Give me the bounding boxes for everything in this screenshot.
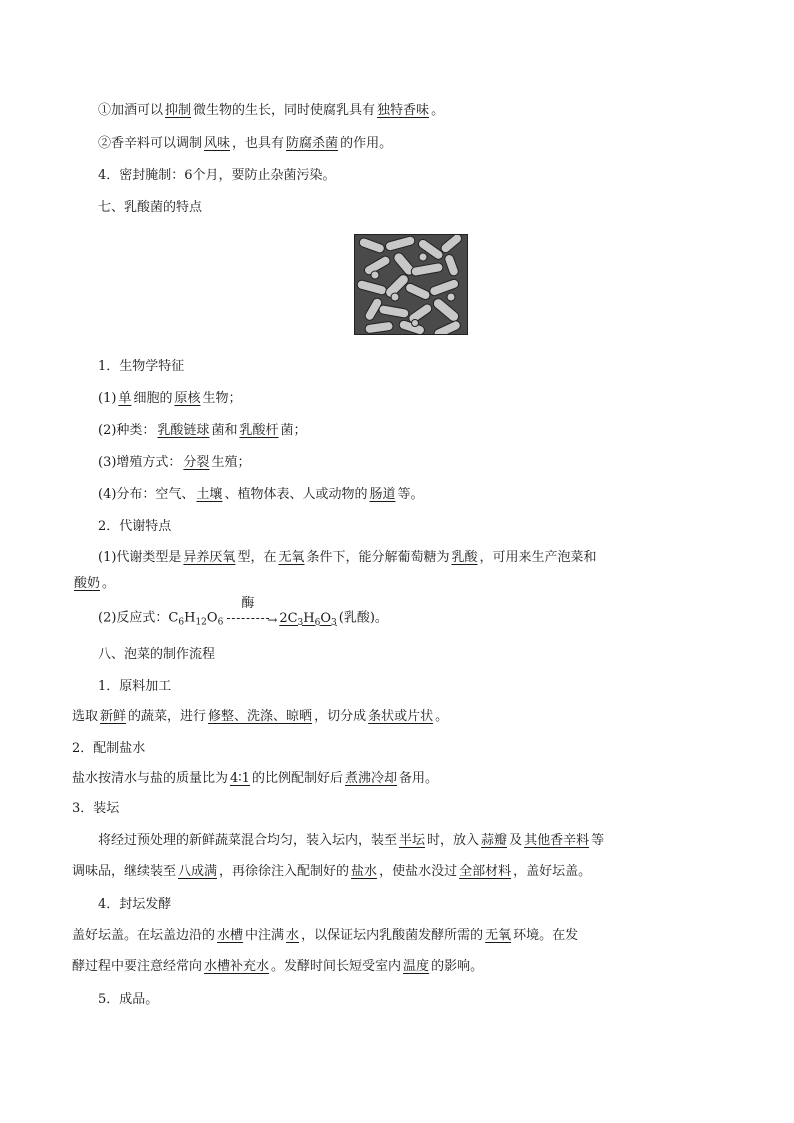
text: 条件下，能分解葡萄糖为: [306, 550, 450, 565]
line-brine: [72, 769, 438, 789]
line-spice: [98, 134, 392, 154]
text: 细胞的: [133, 391, 173, 406]
text: 生物；: [202, 391, 242, 406]
text: 盖好坛盖。在坛盖边沿的: [72, 928, 216, 943]
text: 等: [591, 833, 605, 848]
line-species: [98, 421, 306, 441]
text: 备用。: [398, 771, 438, 786]
blank-answer: 八成满: [178, 864, 218, 879]
text: 酵过程中要注意经常向: [72, 959, 203, 974]
blank-answer: 酸奶: [74, 576, 101, 591]
subscript: 3: [331, 617, 337, 628]
arrow-line: [227, 618, 269, 619]
blank-answer: 抑制: [165, 103, 192, 118]
heading-brine: 2．配制盐水: [72, 741, 146, 756]
bacteria-micrograph-image: [354, 234, 468, 335]
blank-answer: 4∶1: [230, 771, 250, 786]
text: 盐水按清水与盐的质量比为: [72, 771, 229, 786]
blank-answer: 土壤: [196, 487, 223, 502]
enzyme-label: 酶: [241, 596, 255, 611]
text: ，也具有: [232, 136, 285, 151]
line-distribution: [98, 485, 423, 505]
text: 的蔬菜，进行: [128, 709, 207, 724]
blank-answer: 半坛: [399, 833, 426, 848]
text: ，再徐徐注入配制好的: [219, 864, 350, 879]
blank-answer: 单: [118, 391, 132, 406]
blank-answer: 乳酸: [451, 550, 478, 565]
blank-answer: 异养厌氧: [183, 550, 236, 565]
blank-answer: 乳酸链球: [157, 423, 210, 438]
text: 的影响。: [431, 959, 484, 974]
subscript: 6: [314, 617, 321, 628]
blank-answer: 无氧: [485, 928, 512, 943]
text: (乳酸)。: [338, 610, 388, 626]
blank-answer: 分裂: [183, 455, 210, 470]
line-cell-type: [98, 389, 241, 409]
blank-answer: [277, 611, 338, 626]
text: O: [320, 610, 332, 626]
text: 时，放入: [427, 833, 480, 848]
line-metabolic-type: [98, 548, 597, 568]
reaction-arrow: [223, 596, 278, 628]
blank-answer: 水槽补充水: [204, 959, 270, 974]
line-jar-filling-cont: [72, 862, 591, 882]
line-metabolic-type-cont: [72, 574, 115, 594]
blank-answer: 新鲜: [100, 709, 127, 724]
subscript: 6: [217, 617, 224, 628]
text: 选取: [72, 709, 99, 724]
blank-answer: 水: [286, 928, 300, 943]
text: (1): [98, 391, 117, 406]
text: 。: [435, 709, 449, 724]
text: ①加酒可以: [98, 103, 164, 118]
text: 将经过预处理的新鲜蔬菜混合均匀，装入坛内，装至: [98, 833, 398, 848]
arrow-right-icon: →: [267, 613, 278, 627]
text: H: [303, 610, 315, 626]
heading-jar-filling: 3．装坛: [72, 801, 120, 816]
blank-answer: 水槽: [217, 928, 244, 943]
text: 环境。在发: [513, 928, 579, 943]
blank-answer: 乳酸杆: [239, 423, 279, 438]
text: ，盖好坛盖。: [513, 864, 592, 879]
text: (4)分布：空气、: [98, 487, 195, 502]
text: 调味品，继续装至: [72, 864, 177, 879]
text: 型，在: [237, 550, 277, 565]
text: (2)反应式：C: [98, 610, 179, 626]
line-raw-processing: [72, 707, 448, 727]
blank-answer: 原核: [174, 391, 201, 406]
line-fermentation-cont: [72, 957, 483, 977]
text: 。发酵时间长短受室内: [271, 959, 402, 974]
heading-bio-features: 1．生物学特征: [98, 359, 185, 374]
text: ，使盐水没过: [379, 864, 458, 879]
text: 。: [102, 576, 116, 591]
text: 菌；: [280, 423, 307, 438]
text: (3)增殖方式：: [98, 455, 182, 470]
blank-answer: 条状或片状: [368, 709, 434, 724]
blank-answer: 无氧: [278, 550, 305, 565]
text: 中注满: [245, 928, 285, 943]
text: ，以保证坛内乳酸菌发酵所需的: [301, 928, 484, 943]
text: 的作用。: [340, 136, 393, 151]
subscript: 12: [195, 617, 207, 628]
text: 2C: [279, 610, 298, 626]
subscript: 6: [178, 617, 185, 628]
blank-answer: 独特香味: [377, 103, 430, 118]
blank-answer: 全部材料: [459, 864, 512, 879]
blank-answer: 盐水: [351, 864, 378, 879]
text: O: [206, 610, 218, 626]
blank-answer: 风味: [204, 136, 231, 151]
line-jar-filling: [98, 831, 604, 851]
text: 及: [509, 833, 523, 848]
line-seal: 4．密封腌制：6个月，要防止杂菌污染。: [98, 168, 336, 183]
line-reaction-equation: [98, 596, 388, 633]
text: ②香辛料可以调制: [98, 136, 203, 151]
text: ，切分成: [314, 709, 367, 724]
heading-raw-processing: 1．原料加工: [98, 679, 172, 694]
blank-answer: 温度: [403, 959, 430, 974]
blank-answer: 煮沸冷却: [344, 771, 397, 786]
text: 、植物体表、人或动物的: [224, 487, 368, 502]
text: 生殖；: [211, 455, 251, 470]
section-heading-7: 七、乳酸菌的特点: [98, 200, 203, 215]
line-fermentation: [72, 926, 578, 946]
text: ，可用来生产泡菜和: [479, 550, 597, 565]
blank-answer: 蒜瓣: [481, 833, 508, 848]
blank-answer: 防腐杀菌: [286, 136, 339, 151]
text: 微生物的生长，同时使腐乳具有: [193, 103, 376, 118]
heading-finished-product: 5．成品。: [98, 992, 159, 1007]
blank-answer: 其他香辛料: [524, 833, 590, 848]
text: H: [184, 610, 196, 626]
heading-fermentation: 4．封坛发酵: [98, 897, 172, 912]
blank-answer: 修整、洗涤、晾晒: [208, 709, 313, 724]
section-heading-8: 八、泡菜的制作流程: [98, 647, 216, 662]
line-reproduction: [98, 453, 250, 473]
text: 。: [431, 103, 445, 118]
text: 的比例配制好后: [251, 771, 343, 786]
lactic-acid-bacteria-micrograph-icon: [355, 235, 467, 334]
text: 等。: [397, 487, 424, 502]
text: (2)种类：: [98, 423, 156, 438]
text: 菌和: [211, 423, 238, 438]
heading-metabolism: 2．代谢特点: [98, 519, 172, 534]
subscript: 3: [297, 617, 304, 628]
line-alcohol: [98, 101, 444, 121]
blank-answer: 肠道: [369, 487, 396, 502]
text: (1)代谢类型是: [98, 550, 182, 565]
